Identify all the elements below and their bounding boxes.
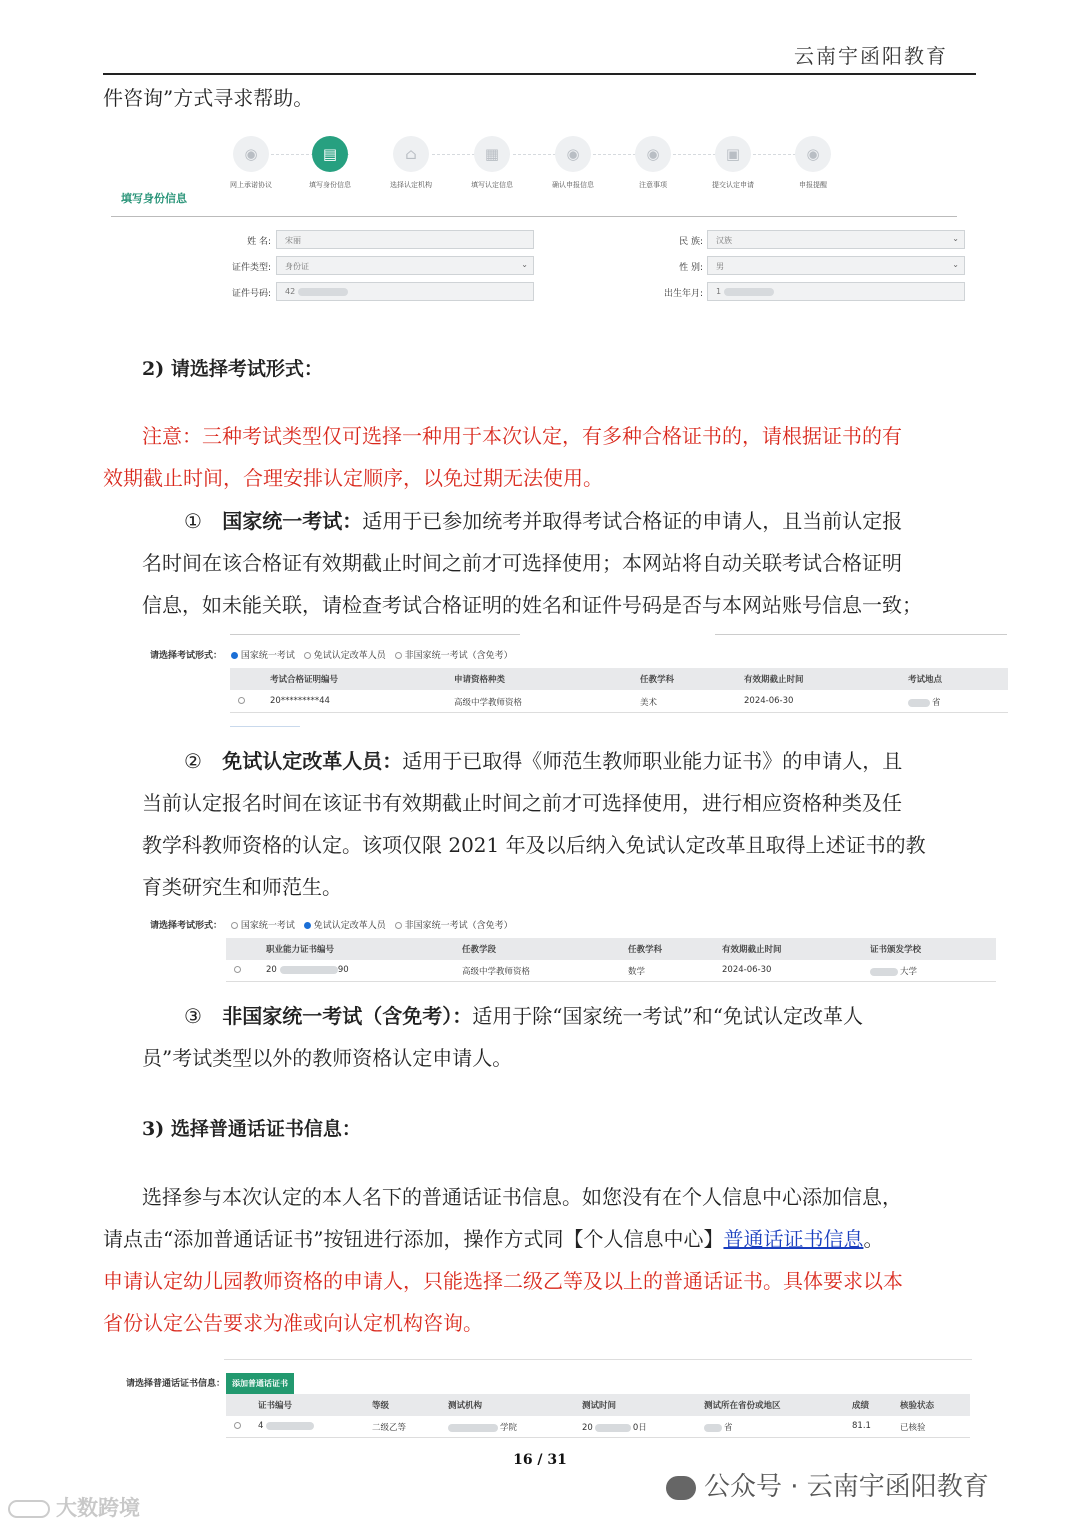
table2-header: 职业能力证书编号 任教学段 任教学科 有效期截止时间 证书颁发学校 <box>226 938 996 960</box>
birth-field[interactable]: 1 <box>707 282 965 301</box>
section3-heading: 3) 选择普通话证书信息： <box>142 1118 361 1140</box>
redaction-blur <box>595 1424 631 1432</box>
table1-header: 考试合格证明编号 申请资格种类 任教学科 有效期截止时间 考试地点 <box>230 668 1008 690</box>
item1-first-line: ① 国家统一考试：适用于已参加统考并取得考试合格证的申请人，且当前认定报 <box>184 509 903 533</box>
form-divider <box>111 216 957 217</box>
redaction-blur <box>266 1422 314 1430</box>
section3-red-1: 申请认定幼儿园教师资格的申请人，只能选择二级乙等及以上的普通话证书。具体要求以本 <box>103 1269 903 1293</box>
redaction-blur <box>448 1424 498 1432</box>
idtype-label: 证件类型: <box>231 263 271 273</box>
building-icon: ⌂ <box>393 136 429 172</box>
step-institution[interactable]: ⌂ 选择认定机构 <box>371 136 451 190</box>
section3-para-1: 选择参与本次认定的本人名下的普通话证书信息。如您没有在个人信息中心添加信息， <box>142 1185 902 1209</box>
redaction-blur <box>704 1424 722 1432</box>
section3-red-2: 省份认定公告要求为准或向认定机构咨询。 <box>103 1311 483 1335</box>
item3-first-line: ③ 非国家统一考试（含免考）：适用于除“国家统一考试”和“免试认定改革人 <box>184 1004 863 1028</box>
row-radio[interactable] <box>238 697 245 704</box>
radio-non-unified[interactable] <box>395 922 402 929</box>
row-radio[interactable] <box>234 1422 241 1429</box>
radio-exempt-reform[interactable] <box>304 922 311 929</box>
radio-unified-exam[interactable] <box>231 652 238 659</box>
note-line-2: 效期截止时间，合理安排认定顺序，以免过期无法使用。 <box>103 466 603 490</box>
idtype-select[interactable]: 身份证 ⌄ <box>276 256 534 275</box>
section2-heading: 2) 请选择考试形式： <box>142 358 323 380</box>
note-line-1: 注意：三种考试类型仅可选择一种用于本次认定，有多种合格证书的，请根据证书的有 <box>142 424 902 448</box>
radio-exempt-reform[interactable] <box>304 652 311 659</box>
eye-icon: ◉ <box>233 136 269 172</box>
table-row[interactable]: 20*********44 高级中学教师资格 美术 2024-06-30 省 <box>230 691 1008 713</box>
page-number: 16 / 31 <box>513 1452 567 1468</box>
redaction-blur <box>870 968 898 976</box>
section3-para-2: 请点击“添加普通话证书”按钮进行添加，操作方式同【个人信息中心】普通话证书信息。 <box>103 1227 884 1251</box>
chevron-down-icon: ⌄ <box>952 234 959 243</box>
item2-line-2: 当前认定报名时间在该证书有效期截止时间之前才可选择使用，进行相应资格种类及任 <box>142 791 902 815</box>
chevron-down-icon: ⌄ <box>952 260 959 269</box>
add-mandarin-cert-button[interactable]: 添加普通话证书 <box>226 1373 294 1394</box>
table3-header: 证书编号 等级 测试机构 测试时间 测试所在省份或地区 成绩 核验状态 <box>226 1394 970 1416</box>
exam-type-table-1: 请选择考试形式： 国家统一考试 免试认定改革人员 非国家统一考试（含免考） 考试合格证明编号 申请资格种类 任教学科 有效期截止时间 考试地点 20*********44 高级中学教师资格 美术 2024-06-30 省 <box>150 634 1010 729</box>
item2-first-line: ② 免试认定改革人员：适用于已取得《师范生教师职业能力证书》的申请人，且 <box>184 749 903 773</box>
step-reminder[interactable]: ◉ 申报提醒 <box>773 136 853 190</box>
item2-line-4: 育类研究生和师范生。 <box>142 875 342 899</box>
eye-icon: ◉ <box>555 136 591 172</box>
exam-type-table-2: 请选择考试形式： 国家统一考试 免试认定改革人员 非国家统一考试（含免考） 职业能力证书编号 任教学段 任教学科 有效期截止时间 证书颁发学校 20 90 高级中学教师资格 数学 2024-06-30 大学 <box>150 912 1010 987</box>
ethnic-select[interactable]: 汉族 ⌄ <box>707 230 965 249</box>
idno-label: 证件号码: <box>231 289 271 299</box>
radio-non-unified[interactable] <box>395 652 402 659</box>
row-radio[interactable] <box>234 966 241 973</box>
document-icon: ▤ <box>312 136 348 172</box>
step-identity[interactable]: ▤ 填写身份信息 <box>290 136 370 190</box>
header-rule <box>103 73 976 75</box>
eye-icon: ◉ <box>635 136 671 172</box>
header-brand: 云南宇函阳教育 <box>794 44 948 68</box>
logo-icon <box>8 1500 50 1518</box>
mandarin-cert-table: 请选择普通话证书信息： 添加普通话证书 证书编号 等级 测试机构 测试时间 测试所在省份或地区 成绩 核验状态 4 二级乙等 学院 20 0日 省 81.1 已核验 <box>120 1356 980 1442</box>
file-icon: ▦ <box>474 136 510 172</box>
wechat-icon <box>666 1476 696 1500</box>
chevron-down-icon: ⌄ <box>521 260 528 269</box>
item2-line-3: 教学科教师资格的认定。该项仅限 2021 年及以后纳入免试认定改革且取得上述证书的教 <box>142 833 926 857</box>
table-row[interactable]: 20 90 高级中学教师资格 数学 2024-06-30 大学 <box>226 960 996 982</box>
birth-label: 出生年月: <box>663 289 703 299</box>
identity-form-screenshot <box>103 126 963 326</box>
idno-field[interactable]: 42 <box>276 282 534 301</box>
item1-line-2: 名时间在该合格证有效期截止时间之前才可选择使用；本网站将自动关联考试合格证明 <box>142 551 902 575</box>
redaction-blur <box>908 699 930 707</box>
save-icon: ▣ <box>715 136 751 172</box>
redaction-blur <box>724 288 774 296</box>
step-cert-info[interactable]: ▦ 填写认定信息 <box>452 136 532 190</box>
gender-label: 性 别: <box>679 263 703 273</box>
name-label: 姓 名: <box>247 237 271 247</box>
mandarin-cert-link[interactable]: 普通话证书信息 <box>723 1227 864 1251</box>
watermark-official-account: 公众号 · 云南宇函阳教育 <box>666 1466 989 1503</box>
eye-icon: ◉ <box>795 136 831 172</box>
redaction-blur <box>298 288 348 296</box>
step-submit[interactable]: ▣ 提交认定申请 <box>693 136 773 190</box>
ethnic-label: 民 族: <box>679 237 703 247</box>
intro-line: 件咨询”方式寻求帮助。 <box>103 86 314 110</box>
table-row[interactable]: 4 二级乙等 学院 20 0日 省 81.1 已核验 <box>226 1416 970 1438</box>
step-notes[interactable]: ◉ 注意事项 <box>613 136 693 190</box>
name-field[interactable]: 宋丽 <box>276 230 534 249</box>
step-agreement[interactable]: ◉ 网上承诺协议 <box>211 136 291 190</box>
item1-line-3: 信息，如未能关联，请检查考试合格证明的姓名和证件号码是否与本网站账号信息一致； <box>142 593 922 617</box>
watermark-platform: 大数跨境 <box>8 1492 140 1522</box>
redaction-blur <box>280 966 338 974</box>
step-confirm[interactable]: ◉ 确认申报信息 <box>533 136 613 190</box>
radio-unified-exam[interactable] <box>231 922 238 929</box>
gender-select[interactable]: 男 ⌄ <box>707 256 965 275</box>
item3-line-2: 员”考试类型以外的教师资格认定申请人。 <box>142 1046 513 1070</box>
form-title: 填写身份信息 <box>121 192 187 205</box>
